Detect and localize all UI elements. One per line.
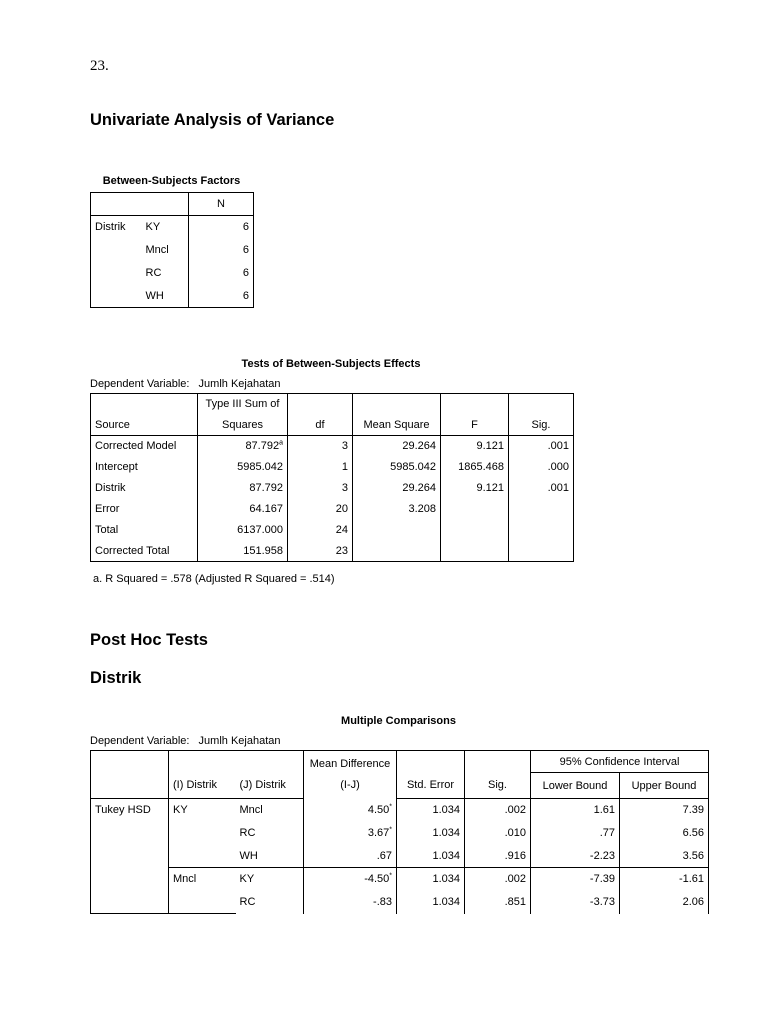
mc-se: 1.034: [397, 845, 465, 868]
tbse-sig: .001: [509, 478, 574, 499]
mc-lb: -3.73: [531, 891, 620, 914]
tbse-header-row-1: [91, 394, 574, 415]
mc-depvar-label: Dependent Variable:: [90, 735, 190, 747]
tbse-ss: 64.167: [198, 499, 288, 520]
mc-row: [91, 868, 709, 891]
tbse-sig: [509, 541, 574, 562]
tbse-f: 1865.468: [441, 457, 509, 478]
tbse-source: Corrected Model: [91, 436, 198, 457]
tbse-depvar: [90, 378, 281, 390]
mc-row: [91, 891, 709, 914]
tbse-footnote-marker: a: [279, 439, 283, 447]
tbse-header-ss-2: Squares: [198, 415, 288, 436]
mc-method: Tukey HSD: [91, 799, 169, 822]
mc-ub: -1.61: [620, 868, 709, 891]
section-title-univariate: Univariate Analysis of Variance: [90, 111, 335, 129]
mc-sig: .851: [465, 891, 531, 914]
tbse-ms: [353, 520, 441, 541]
bsf-n: 6: [189, 262, 254, 285]
tbse-row: [91, 499, 574, 520]
mc-header-md-2: (I-J): [340, 778, 360, 791]
mc-header-row-1: [91, 751, 709, 773]
mc-j: WH: [236, 845, 304, 868]
tbse-f: [441, 520, 509, 541]
tbse-row: [91, 541, 574, 562]
mc-ub: 6.56: [620, 822, 709, 845]
mc-md: -.83: [304, 891, 397, 914]
tbse-row: [91, 457, 574, 478]
mc-row: [91, 822, 709, 845]
bsf-level: KY: [145, 221, 161, 234]
mc-row: [91, 799, 709, 822]
tbse-row: [91, 478, 574, 499]
tbse-footnote: a. R Squared = .578 (Adjusted R Squared = .514): [93, 573, 335, 585]
tbse-source: Corrected Total: [91, 541, 198, 562]
mc-header-se: Std. Error: [397, 773, 465, 799]
bsf-header-n: N: [189, 193, 254, 216]
mc-md: 4.50: [367, 804, 390, 816]
tbse-ss: 6137.000: [198, 520, 288, 541]
tbse-df: 1: [288, 457, 353, 478]
tbse-table: [90, 393, 574, 562]
mc-lb: 1.61: [531, 799, 620, 822]
tbse-header-df: df: [288, 415, 353, 436]
tbse-ss: 151.958: [198, 541, 288, 562]
mc-header-lb: Lower Bound: [531, 773, 620, 799]
page-number: 23.: [90, 58, 109, 74]
mc-header-row-2: [91, 773, 709, 799]
tbse-header-ms: Mean Square: [353, 415, 441, 436]
tbse-df: 20: [288, 499, 353, 520]
mc-depvar: [90, 735, 281, 747]
mc-caption: Multiple Comparisons: [341, 715, 456, 727]
tbse-sig: .001: [509, 436, 574, 457]
bsf-header-blank: [91, 193, 189, 216]
bsf-header-row: [91, 193, 254, 216]
tbse-ms: 5985.042: [353, 457, 441, 478]
mc-table: [90, 750, 709, 914]
tbse-sig: .000: [509, 457, 574, 478]
mc-md: -4.50: [364, 873, 390, 886]
mc-se: 1.034: [397, 891, 465, 914]
tbse-header-sig: Sig.: [509, 415, 574, 436]
mc-i: [169, 845, 236, 868]
bsf-factor-label: Distrik: [91, 216, 142, 239]
mc-header-ci: 95% Confidence Interval: [531, 751, 709, 773]
tbse-sig: [509, 520, 574, 541]
mc-header-ub: Upper Bound: [620, 773, 709, 799]
tbse-f: 9.121: [441, 478, 509, 499]
mc-lb: .77: [531, 822, 620, 845]
mc-header-j: (J) Distrik: [236, 773, 304, 799]
mc-sig-marker: *: [389, 826, 392, 834]
bsf-n: 6: [189, 239, 254, 262]
mc-md: .67: [304, 845, 397, 868]
mc-header-sig: Sig.: [465, 773, 531, 799]
tbse-ms: 3.208: [353, 499, 441, 520]
bsf-n: 6: [189, 216, 254, 239]
tbse-depvar-value: Jumlh Kejahatan: [198, 378, 281, 390]
tbse-ss: 87.792: [198, 478, 288, 499]
mc-lb: -2.23: [531, 845, 620, 868]
section-title-distrik: Distrik: [90, 669, 142, 687]
tbse-df: 3: [288, 478, 353, 499]
tbse-source: Distrik: [91, 478, 198, 499]
mc-depvar-value: Jumlh Kejahatan: [198, 735, 281, 747]
tbse-ms: 29.264: [353, 478, 441, 499]
tbse-row: [91, 520, 574, 541]
bsf-level: RC: [145, 267, 162, 279]
tbse-df: 23: [288, 541, 353, 562]
tbse-df: 24: [288, 520, 353, 541]
tbse-header-ss-1: Type III Sum of: [198, 394, 288, 415]
tbse-header-source: Source: [91, 415, 198, 436]
mc-header-md-1: Mean Difference: [309, 757, 391, 770]
bsf-row: [91, 262, 254, 285]
mc-j: Mncl: [236, 799, 304, 822]
mc-sig-marker: *: [389, 803, 392, 811]
bsf-table: [90, 192, 254, 308]
mc-j: RC: [236, 891, 304, 914]
tbse-df: 3: [288, 436, 353, 457]
tbse-f: [441, 499, 509, 520]
mc-sig: .002: [465, 799, 531, 822]
tbse-caption: Tests of Between-Subjects Effects: [241, 358, 421, 370]
mc-se: 1.034: [397, 868, 465, 891]
bsf-row: [91, 285, 254, 308]
bsf-row: [91, 216, 254, 239]
tbse-f: 9.121: [441, 436, 509, 457]
mc-sig: .002: [465, 868, 531, 891]
section-title-posthoc: Post Hoc Tests: [90, 631, 208, 649]
bsf-caption: Between-Subjects Factors: [102, 175, 241, 187]
mc-ub: 2.06: [620, 891, 709, 914]
mc-ub: 3.56: [620, 845, 709, 868]
bsf-n: 6: [189, 285, 254, 308]
mc-j: KY: [236, 868, 304, 891]
mc-sig: .010: [465, 822, 531, 845]
mc-ub: 7.39: [620, 799, 709, 822]
tbse-ms: [353, 541, 441, 562]
tbse-sig: [509, 499, 574, 520]
tbse-ss: 5985.042: [198, 457, 288, 478]
tbse-header-row-2: [91, 415, 574, 436]
mc-sig: .916: [465, 845, 531, 868]
mc-i: [169, 891, 236, 914]
tbse-ms: 29.264: [353, 436, 441, 457]
tbse-header-f: F: [441, 415, 509, 436]
mc-se: 1.034: [397, 799, 465, 822]
bsf-level: WH: [142, 285, 189, 308]
bsf-level: Mncl: [145, 244, 169, 256]
mc-se: 1.034: [397, 822, 465, 845]
mc-j: RC: [236, 822, 304, 845]
bsf-row: [91, 239, 254, 262]
tbse-row: [91, 436, 574, 457]
mc-i: [169, 822, 236, 845]
mc-header-md: [304, 751, 397, 799]
tbse-depvar-label: Dependent Variable:: [90, 378, 190, 390]
tbse-source: Total: [91, 520, 198, 541]
mc-header-i: (I) Distrik: [169, 773, 236, 799]
tbse-f: [441, 541, 509, 562]
tbse-ss: 87.792: [245, 440, 280, 453]
mc-i: Mncl: [173, 873, 197, 886]
mc-md: 3.67: [367, 827, 390, 839]
mc-lb: -7.39: [531, 868, 620, 891]
mc-i: KY: [173, 804, 188, 817]
mc-sig-marker: *: [389, 872, 392, 880]
tbse-source: Error: [91, 499, 198, 520]
mc-row: [91, 845, 709, 868]
tbse-source: Intercept: [91, 457, 198, 478]
